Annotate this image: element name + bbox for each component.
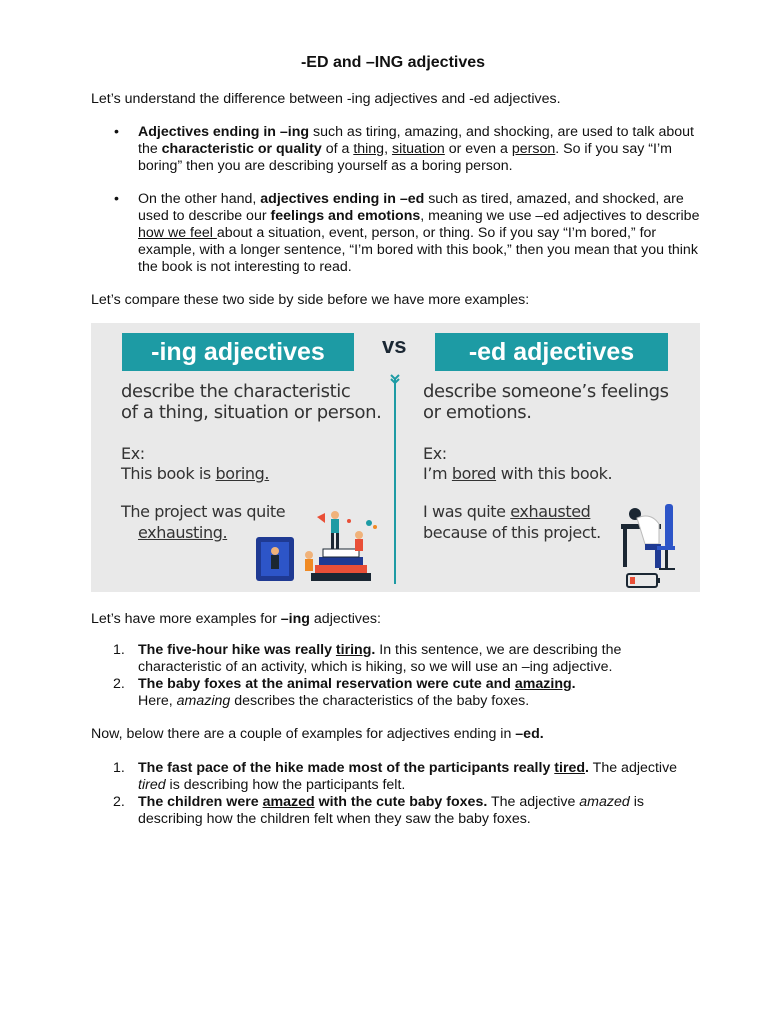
ed-examples-intro: Now, below there are a couple of examples for adjectives ending in –ed. xyxy=(91,726,544,742)
ing-example-2-line1: The project was quite xyxy=(121,502,286,521)
ed-example-item-2: The children were amazed with the cute baby foxes. The adjective amazed is describing how the children felt when they saw the baby foxes. xyxy=(138,794,644,827)
center-divider xyxy=(394,379,396,584)
ed-example-2-line2: because of this project. xyxy=(423,523,601,542)
ed-example-item-1: The fast pace of the hike made most of the participants really tired. The adjective tired is describing how the participants felt. xyxy=(138,760,678,793)
ed-description-line2: or emotions. xyxy=(423,402,532,423)
intro-paragraph: Let’s understand the difference between -ing adjectives and -ed adjectives. xyxy=(91,91,561,107)
page-title: -ED and –ING adjectives xyxy=(300,54,486,71)
vs-label: vs xyxy=(382,333,407,358)
ed-example-1: I’m bored with this book. xyxy=(423,464,613,483)
ing-example-item-2: The baby foxes at the animal reservation were cute and amazing. Here, amazing describes the characteristics of the baby foxes. xyxy=(138,676,576,709)
ing-example-2-line2: exhausting. xyxy=(138,523,228,542)
bullet-ed-definition: On the other hand, adjectives ending in –ed such as tired, amazed, and shocked, are used to describe our feelings and emotions, meaning we use –ed adjectives to describe how we feel about a situation, event, person, or thing. So if you say “I’m bored,” for example, with a longer sentence, “I’m bored with this book,” then you mean that you think the book is not interesting to read. xyxy=(138,191,700,275)
ed-description-line1: describe someone’s feelings xyxy=(423,381,669,402)
ing-examples-intro: Let’s have more examples for –ing adjectives: xyxy=(91,611,381,627)
ed-ex-label: Ex: xyxy=(423,444,447,463)
bullet-marker: • xyxy=(114,191,119,207)
ed-heading: -ed adjectives xyxy=(435,333,668,371)
ed-example-2-line1: I was quite exhausted xyxy=(423,502,591,521)
list-number: 1. xyxy=(113,760,125,776)
tired-person-illustration xyxy=(615,498,685,590)
compare-intro: Let’s compare these two side by side before we have more examples: xyxy=(91,292,530,308)
ing-ex-label: Ex: xyxy=(121,444,145,463)
bullet-ing-definition: Adjectives ending in –ing such as tiring, amazing, and shocking, are used to talk about the characteristic or quality of a thing, situation or even a person. So if you say “I’m boring” then you are describing yourself as a boring person. xyxy=(138,124,694,174)
ing-description-line2: of a thing, situation or person. xyxy=(121,402,382,423)
project-people-illustration xyxy=(251,503,381,591)
comparison-infographic xyxy=(91,323,700,592)
ing-description-line1: describe the characteristic xyxy=(121,381,351,402)
list-number: 2. xyxy=(113,794,125,810)
list-number: 2. xyxy=(113,676,125,692)
ing-example-1: This book is boring. xyxy=(121,464,270,483)
ing-example-item-1: The five-hour hike was really tiring. In this sentence, we are describing the characteristic of an activity, which is hiking, so we will use an –ing adjective. xyxy=(138,642,622,675)
list-number: 1. xyxy=(113,642,125,658)
ing-heading: -ing adjectives xyxy=(122,333,354,371)
bullet-marker: • xyxy=(114,124,119,140)
